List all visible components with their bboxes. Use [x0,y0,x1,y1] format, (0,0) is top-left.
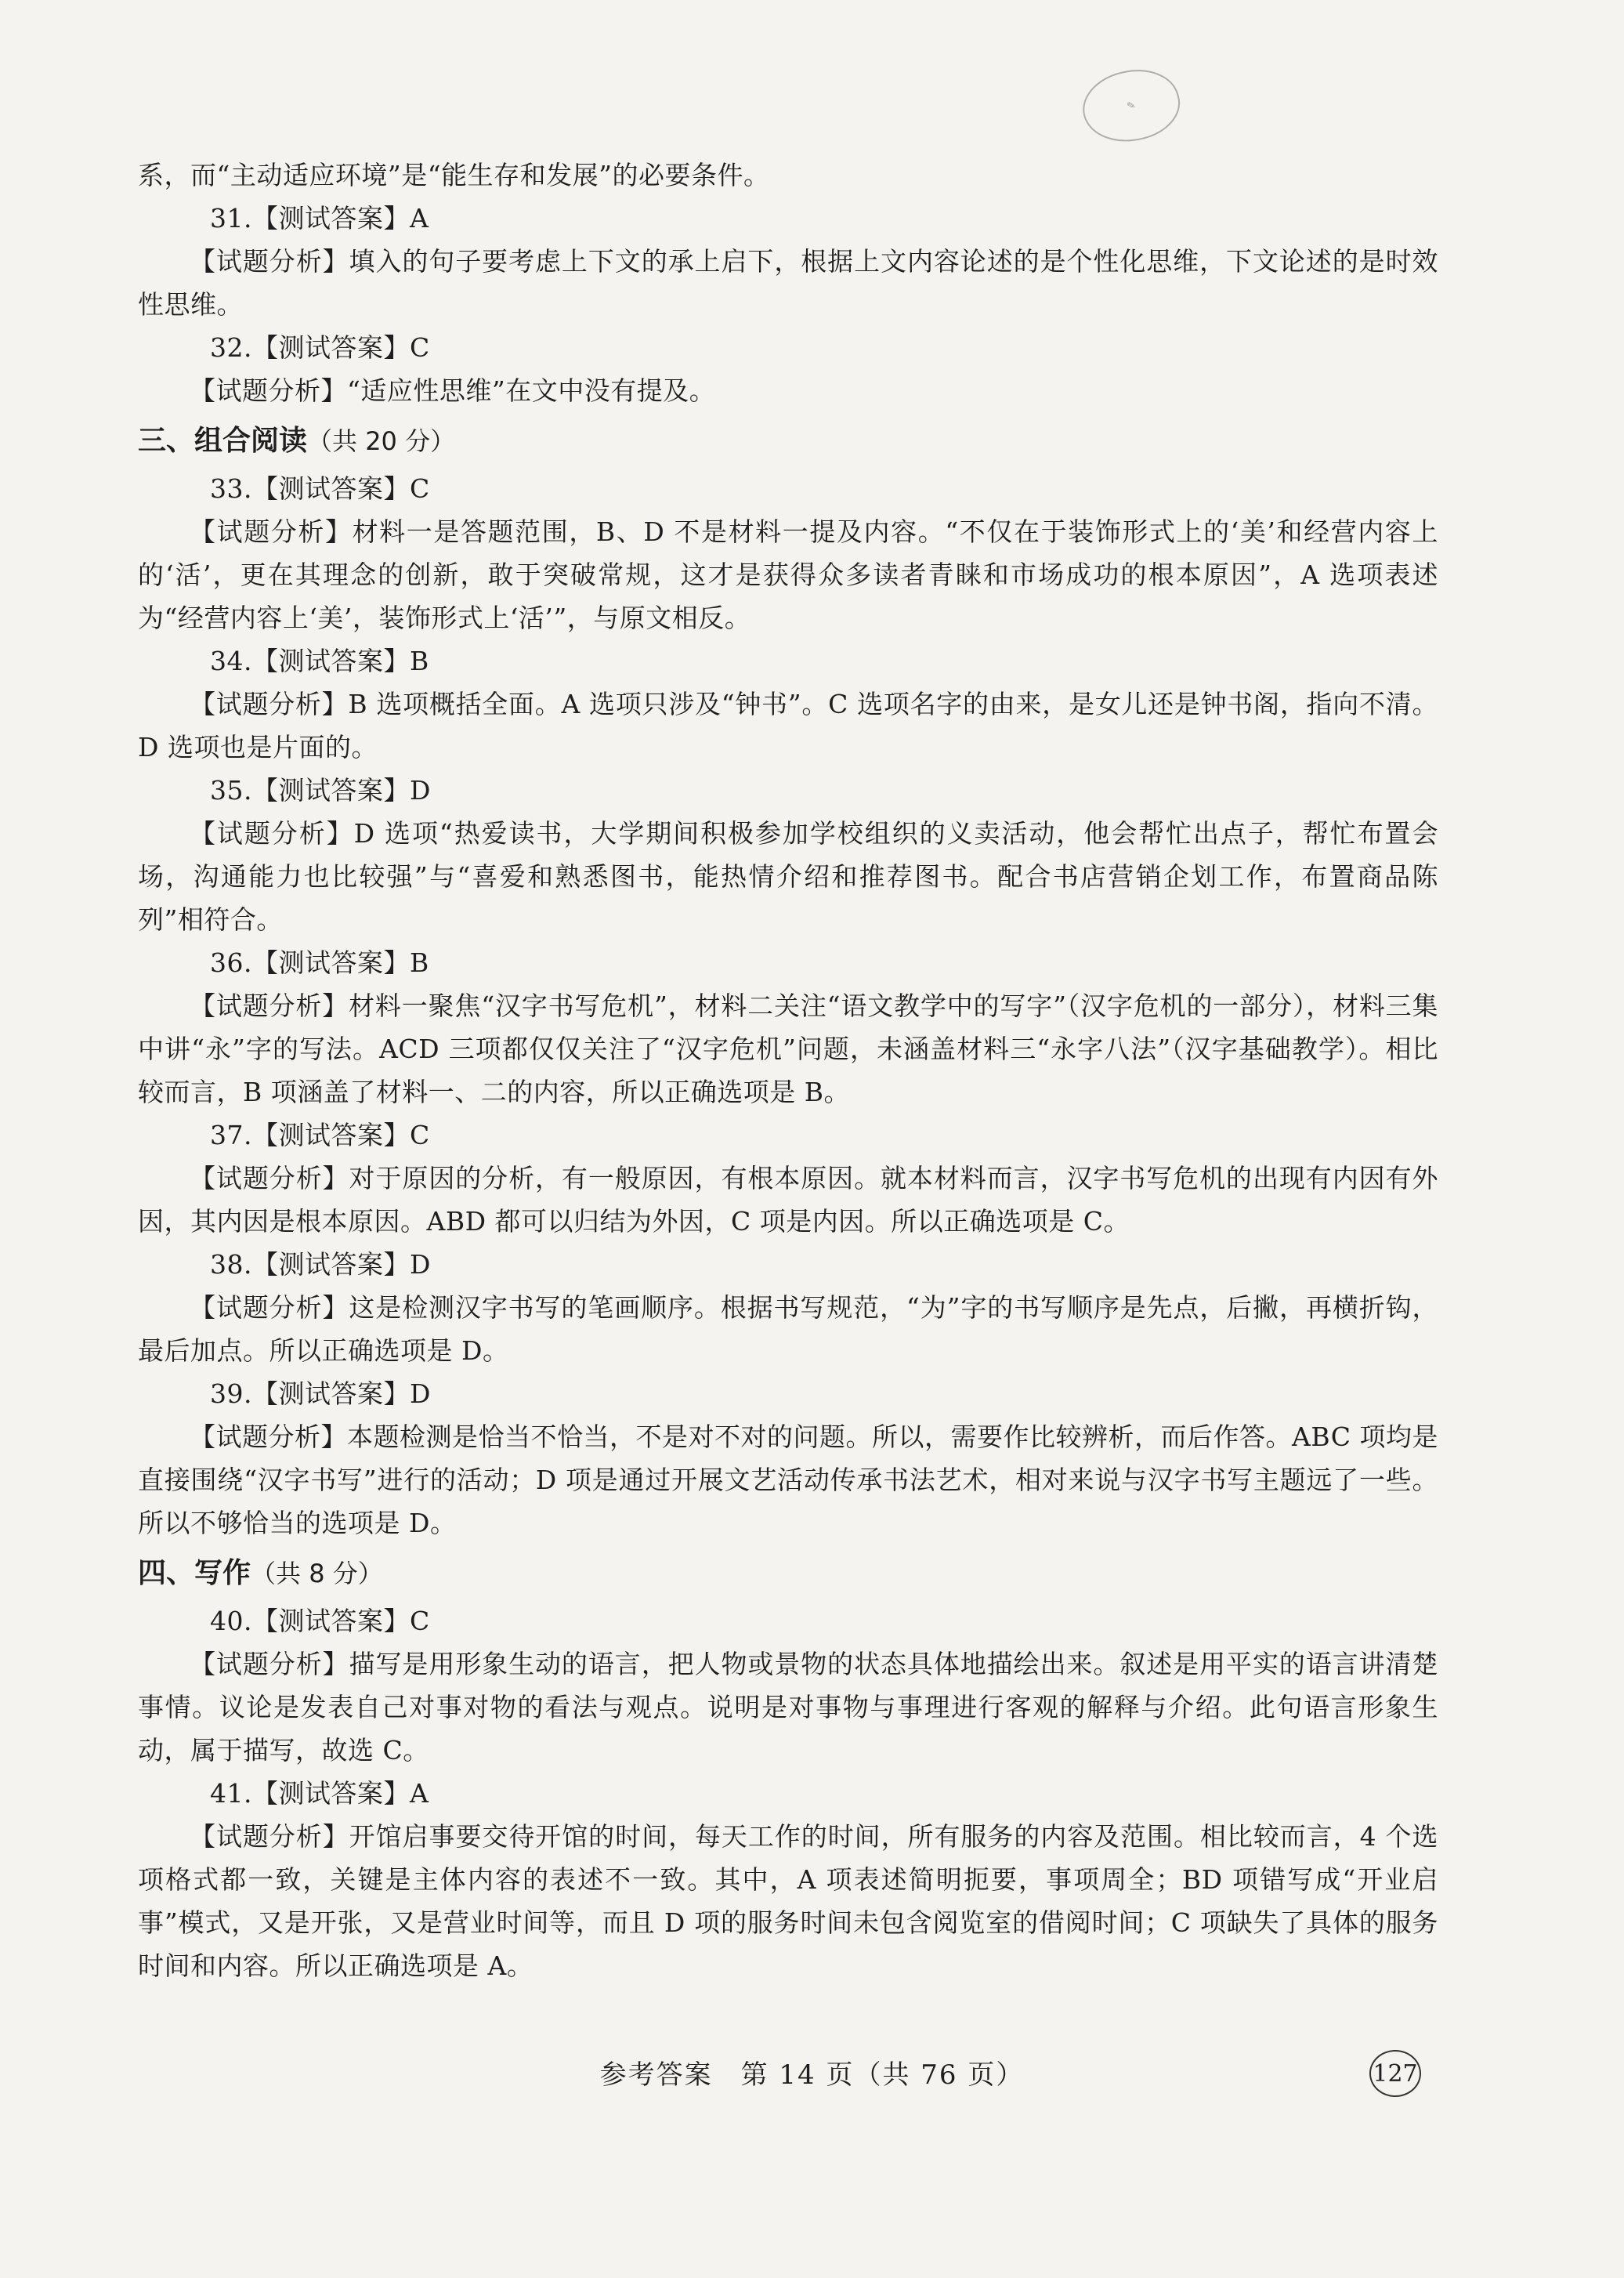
analysis-paragraph: 【试题分析】D 选项“热爱读书，大学期间积极参加学校组织的义卖活动，他会帮忙出点子，帮忙布置会场，沟通能力也比较强”与“喜爱和熟悉图书，能热情介绍和推荐图书。配合书店营销企划工作，布置商品陈列”相符合。 [138,818,1438,935]
section-points: （共 20 分） [307,426,456,456]
section-points: （共 8 分） [251,1559,383,1588]
analysis-paragraph: 【试题分析】描写是用形象生动的语言，把人物或景物的状态具体地描绘出来。叙述是用平实的语言讲清楚事情。议论是发表自己对事对物的看法与观点。说明是对事物与事理进行客观的解释与介绍。此句语言形象生动，属于描写，故选 C。 [138,1649,1438,1766]
section-heading [138,1548,1438,1599]
analysis-paragraph: 【试题分析】材料一聚焦“汉字书写危机”，材料二关注“语文教学中的写字”（汉字危机的一部分），材料三集中讲“永”字的写法。ACD 三项都仅仅关注了“汉字危机”问题，未涵盖材料三“永字八法”（汉字基础教学）。相比较而言，B 项涵盖了材料一、二的内容，所以正确选项是 B。 [138,991,1438,1107]
analysis-paragraph: 【试题分析】本题检测是恰当不恰当，不是对不对的问题。所以，需要作比较辨析，而后作答。ABC 项均是直接围绕“汉字书写”进行的活动；D 项是通过开展文艺活动传承书法艺术，相对来说与汉字书写主题远了一些。所以不够恰当的选项是 D。 [138,1421,1438,1538]
answer-line: 33.【测试答案】C [210,473,430,504]
answer-line: 37.【测试答案】C [210,1120,430,1150]
analysis-paragraph: 【试题分析】开馆启事要交待开馆的时间，每天工作的时间，所有服务的内容及范围。相比较而言，4 个选项格式都一致，关键是主体内容的表述不一致。其中，A 项表述简明扼要，事项周全；BD 项错写成“开业启事”模式，又是开张，又是营业时间等，而且 D 项的服务时间未包含阅览室的借阅时间；C 项缺失了具体的服务时间和内容。所以正确选项是 A。 [138,1821,1438,1981]
answer-line: 38.【测试答案】D [210,1249,431,1280]
intro-text: 系，而“主动适应环境”是“能生存和发展”的必要条件。 [138,160,770,190]
answer-line: 39.【测试答案】D [210,1378,431,1409]
answer-line: 40.【测试答案】C [210,1606,430,1636]
answer-line: 32.【测试答案】C [210,332,430,363]
section-heading [138,415,1438,467]
answer-line: 31.【测试答案】A [210,203,429,234]
stamp-logo: ✎ [1076,60,1187,151]
answer-content [138,154,1438,1987]
page-footer: 参考答案 第 14 页（共 76 页） [599,2059,1025,2091]
analysis-paragraph: 【试题分析】“适应性思维”在文中没有提及。 [190,375,716,406]
analysis-paragraph: 【试题分析】对于原因的分析，有一般原因，有根本原因。就本材料而言，汉字书写危机的出现有内因有外因，其内因是根本原因。ABD 都可以归结为外因，C 项是内因。所以正确选项是 C。 [138,1163,1438,1237]
page-number-badge: 127 [1369,2050,1421,2097]
answer-line: 35.【测试答案】D [210,775,431,806]
analysis-paragraph: 【试题分析】材料一是答题范围，B、D 不是材料一提及内容。“不仅在于装饰形式上的‘美’和经营内容上的‘活’，更在其理念的创新，敢于突破常规，这才是获得众多读者青睐和市场成功的根本原因”，A 选项表述为“经营内容上‘美’，装饰形式上‘活’”，与原文相反。 [138,516,1438,633]
answer-line: 36.【测试答案】B [210,947,429,978]
analysis-paragraph: 【试题分析】B 选项概括全面。A 选项只涉及“钟书”。C 选项名字的由来，是女儿还是钟书阁，指向不清。D 选项也是片面的。 [138,689,1438,762]
analysis-paragraph: 【试题分析】这是检测汉字书写的笔画顺序。根据书写规范，“为”字的书写顺序是先点，后撇，再横折钩，最后加点。所以正确选项是 D。 [138,1292,1438,1366]
section-title: 三、组合阅读 [138,425,308,457]
section-title: 四、写作 [138,1557,251,1589]
answer-line: 41.【测试答案】A [210,1778,429,1809]
analysis-paragraph: 【试题分析】填入的句子要考虑上下文的承上启下，根据上文内容论述的是个性化思维，下文论述的是时效性思维。 [138,246,1438,320]
answer-line: 34.【测试答案】B [210,646,429,676]
